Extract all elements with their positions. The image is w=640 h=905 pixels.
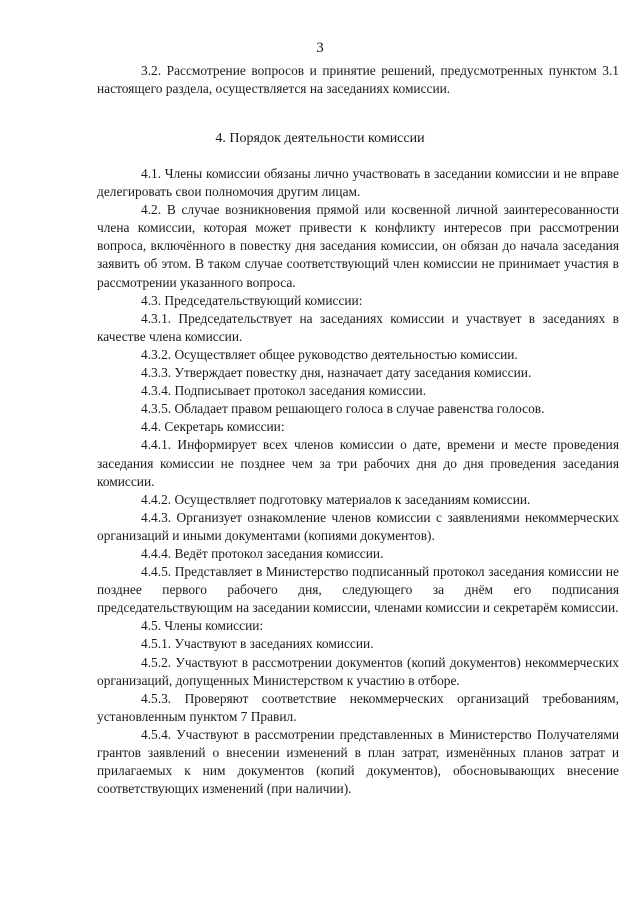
- paragraph: 4.4.2. Осуществляет подготовку материалов к заседаниям комиссии.: [141, 491, 531, 507]
- section-4-body: [97, 165, 619, 798]
- section-heading: 4. Порядок деятельности комиссии: [215, 131, 425, 146]
- paragraph: 4.4.1. Информирует всех членов комиссии о дате, времени и месте проведения заседания комиссии не позднее чем за три рабочих дня до дня проведения заседания комиссии.: [97, 437, 619, 489]
- page-number: 3: [316, 40, 324, 56]
- paragraph: 4.3.5. Обладает правом решающего голоса в случае равенства голосов.: [141, 401, 545, 417]
- paragraph: 4.4.4. Ведёт протокол заседания комиссии.: [141, 545, 384, 561]
- paragraph: 4.2. В случае возникновения прямой или косвенной личной заинтересованности члена комиссии, которая может привести к конфликту интересов при рассмотрении вопроса, включённого в повестку дня заседания комиссии, он обязан до начала заседания заявить об этом. В таком случае соответствующий член комиссии не принимает участия в рассмотрении указанного вопроса.: [97, 202, 619, 290]
- paragraph: 4.5.1. Участвуют в заседаниях комиссии.: [141, 636, 374, 652]
- paragraph: 4.5.3. Проверяют соответствие некоммерческих организаций требованиям, установленным пунктом 7 Правил.: [97, 690, 619, 724]
- paragraph: 4.3.4. Подписывает протокол заседания комиссии.: [141, 383, 427, 399]
- paragraph-3-2: 3.2. Рассмотрение вопросов и принятие решений, предусмотренных пунктом 3.1 настоящего раздела, осуществляется на заседаниях комиссии.: [97, 63, 619, 97]
- paragraph: 4.4.5. Представляет в Министерство подписанный протокол заседания комиссии не позднее первого рабочего дня, следующего за днём его подписания председательствующим на заседании комиссии, членами комиссии и секретарём комиссии.: [97, 564, 619, 616]
- paragraph: 4.1. Члены комиссии обязаны лично участвовать в заседании комиссии и не вправе делегировать свои полномочия другим лицам.: [97, 166, 619, 200]
- paragraph: 4.3. Председательствующий комиссии:: [141, 292, 363, 308]
- paragraph: 4.3.2. Осуществляет общее руководство деятельностью комиссии.: [141, 346, 518, 362]
- paragraph: 4.3.1. Председательствует на заседаниях комиссии и участвует в заседаниях в качестве члена комиссии.: [97, 310, 619, 344]
- paragraph: 4.4.3. Организует ознакомление членов комиссии с заявлениями некоммерческих организаций и иными документами (копиями документов).: [97, 509, 619, 543]
- paragraph: 4.3.3. Утверждает повестку дня, назначает дату заседания комиссии.: [141, 365, 532, 381]
- paragraph: 4.4. Секретарь комиссии:: [141, 419, 285, 435]
- paragraph: 4.5.4. Участвуют в рассмотрении представленных в Министерство Получателями грантов заявлений о внесении изменений в план затрат, изменённых планов затрат и прилагаемых к ним документов (копий документов), обосновывающих внесение соответствующих изменений (при наличии).: [97, 726, 619, 797]
- paragraph: 4.5.2. Участвуют в рассмотрении документов (копий документов) некоммерческих организаций, допущенных Министерством к участию в отборе.: [97, 654, 619, 688]
- paragraph: 4.5. Члены комиссии:: [141, 618, 264, 634]
- section-3-text: [97, 62, 619, 98]
